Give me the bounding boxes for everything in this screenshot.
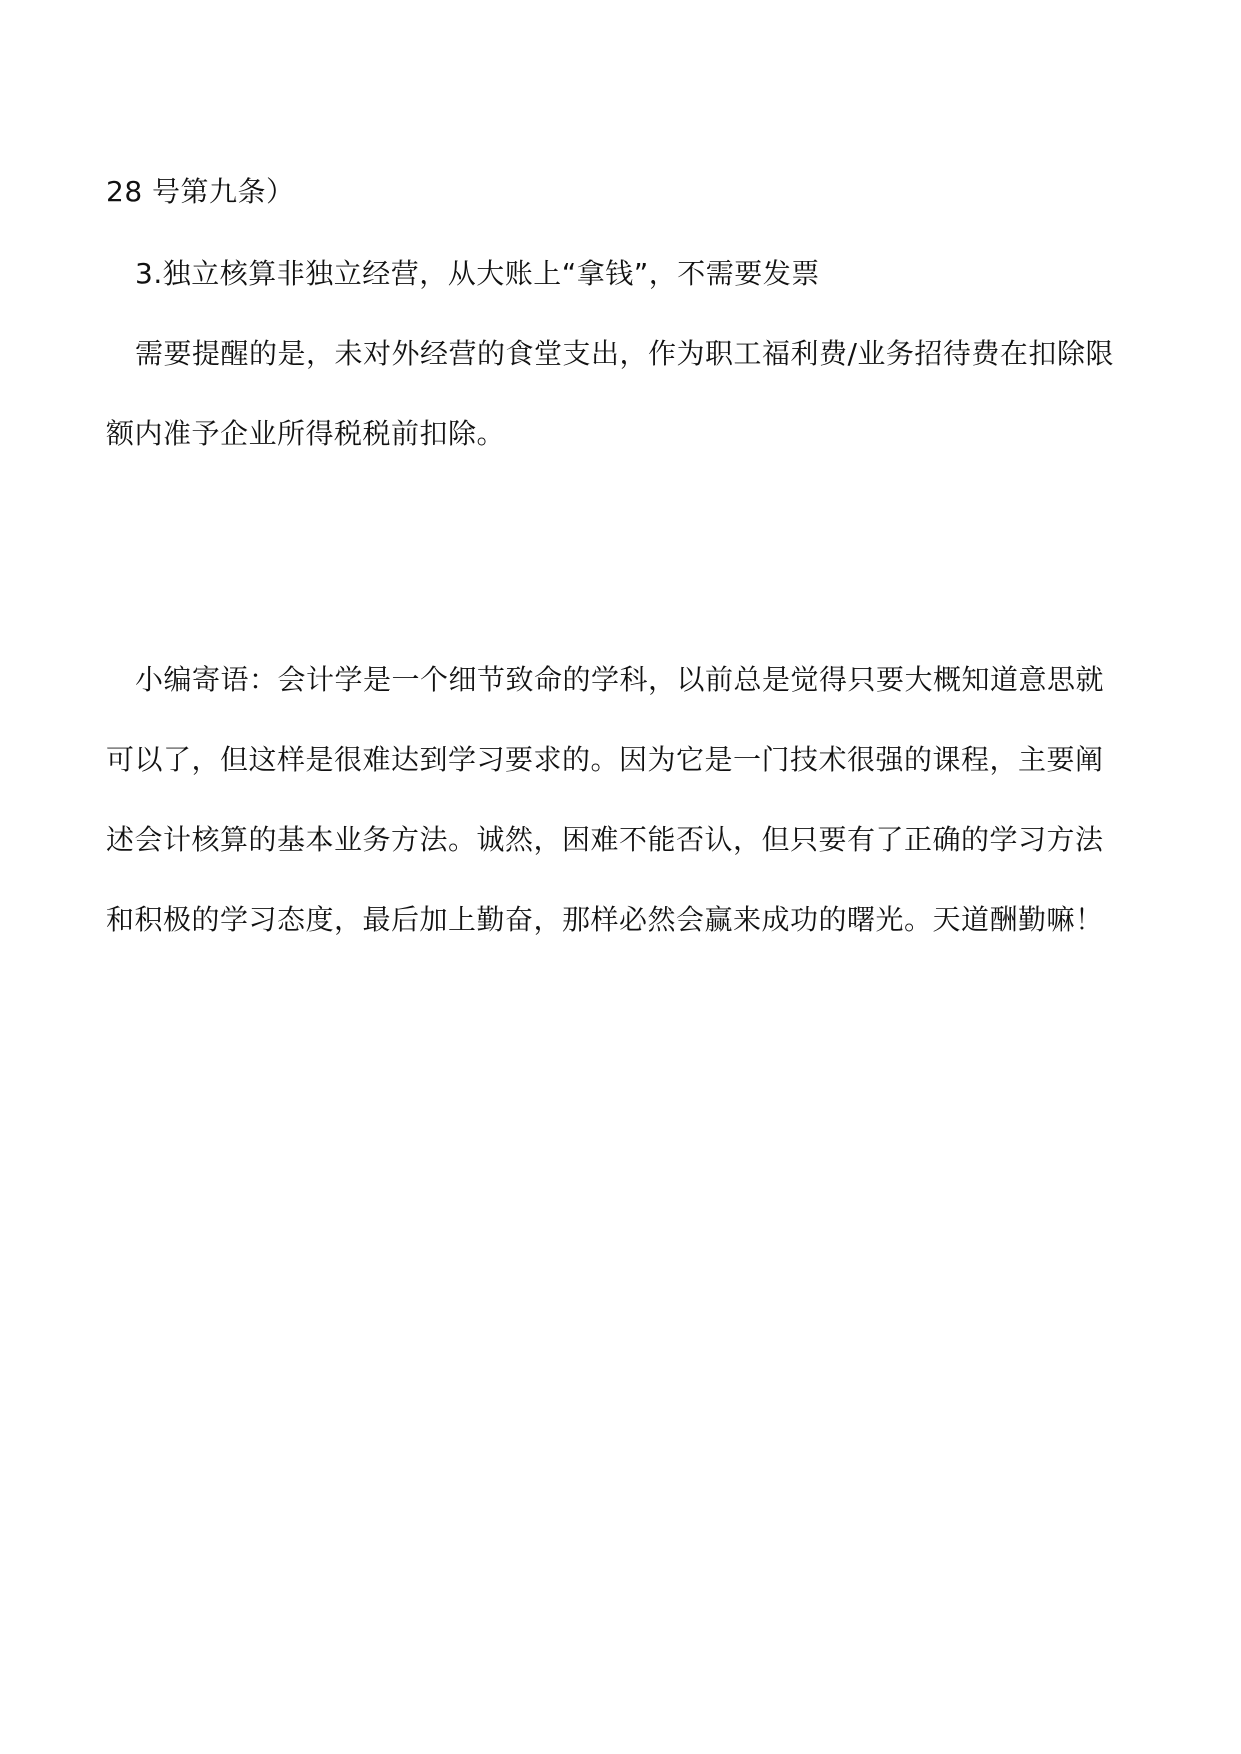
editor-note-line-4: 和积极的学习态度，最后加上勤奋，那样必然会赢来成功的曙光。天道酬勤嘛！	[106, 903, 1104, 936]
reminder-paragraph-line-2: 额内准予企业所得税税前扣除。	[106, 417, 506, 450]
text-line-regulation-ref: 28 号第九条）	[106, 175, 295, 208]
section-heading-3: 3.独立核算非独立经营，从大账上“拿钱”，不需要发票	[135, 257, 820, 290]
editor-note-line-3: 述会计核算的基本业务方法。诚然，困难不能否认，但只要有了正确的学习方法	[106, 823, 1104, 856]
reminder-paragraph-line-1: 需要提醒的是，未对外经营的食堂支出，作为职工福利费/业务招待费在扣除限	[135, 337, 1114, 370]
editor-note-line-2: 可以了，但这样是很难达到学习要求的。因为它是一门技术很强的课程，主要阐	[106, 743, 1104, 776]
editor-note-line-1: 小编寄语：会计学是一个细节致命的学科，以前总是觉得只要大概知道意思就	[135, 663, 1105, 696]
